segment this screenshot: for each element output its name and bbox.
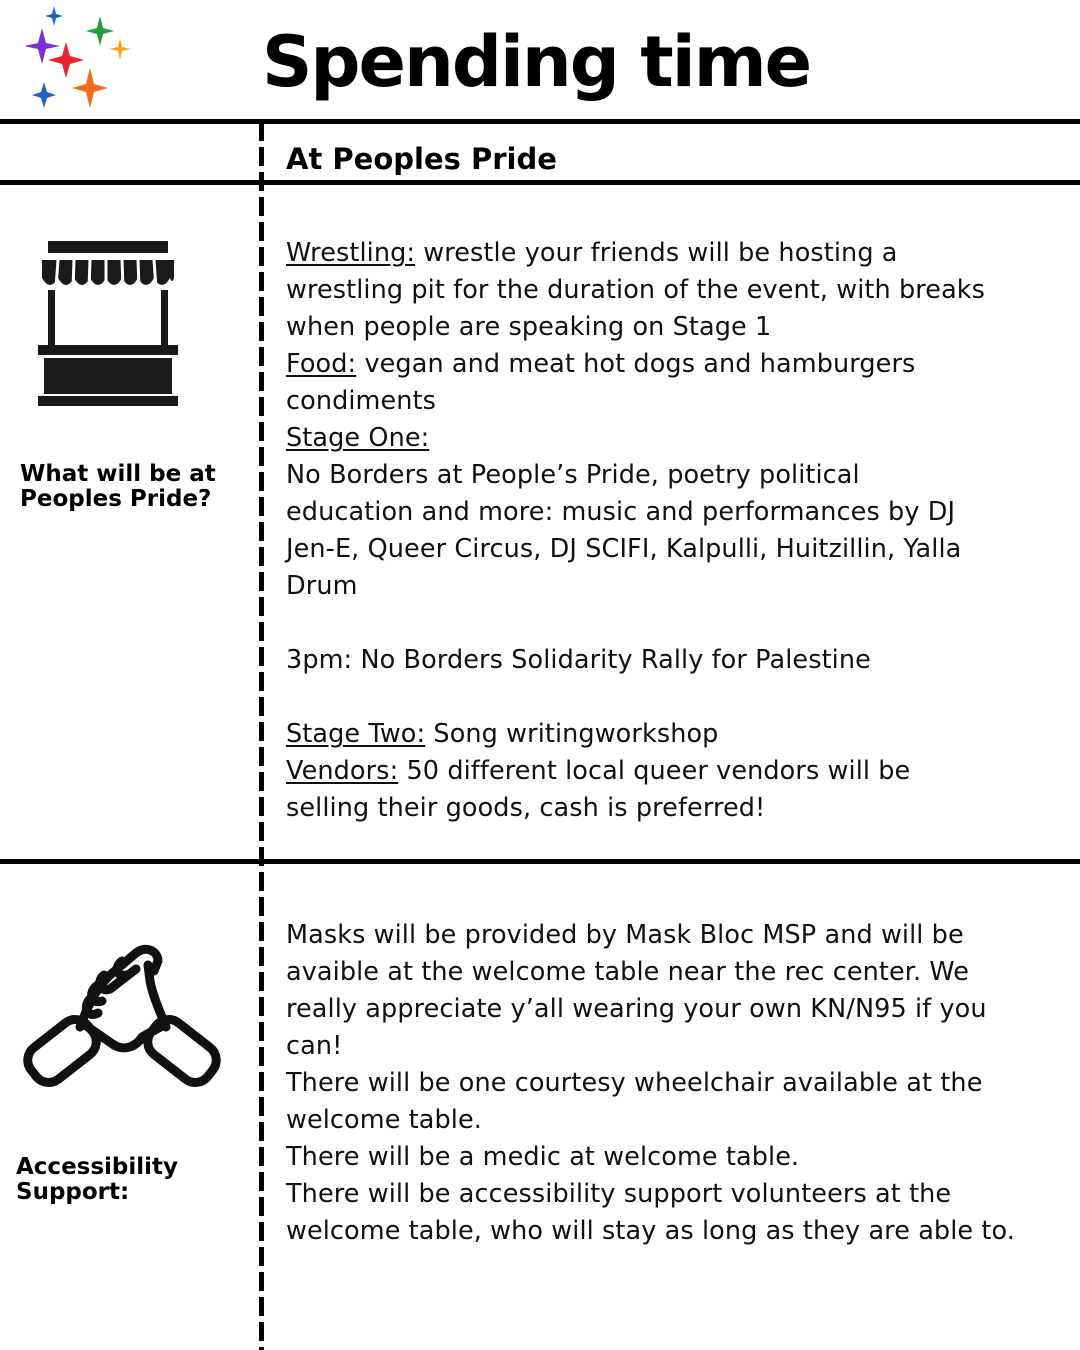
body-line (286, 531, 1056, 568)
body-text-span: Song writingworkshop (425, 719, 719, 749)
topic-label: Vendors: (286, 756, 399, 786)
body-text-span: really appreciate y’all wearing your own KN/N95 if you (286, 994, 987, 1024)
body-line (286, 1139, 1056, 1176)
header-top-rule (0, 119, 1080, 124)
body-text-span: There will be one courtesy wheelchair available at the (286, 1068, 983, 1098)
page-title: Spending time (262, 21, 811, 103)
body-line (286, 1213, 1056, 1250)
body-line (286, 494, 1056, 531)
body-text-span: There will be accessibility support volunteers at the (286, 1179, 952, 1209)
section-divider-rule (0, 859, 1080, 864)
column-divider-dashed (259, 122, 264, 1350)
body-line (286, 642, 1056, 679)
body-line (286, 309, 1056, 346)
sparkle-blue-top (45, 6, 63, 26)
body-text-span: welcome table, who will stay as long as they are able to. (286, 1216, 1015, 1246)
sparkle-blue-bottom (32, 82, 56, 108)
body-text-span: when people are speaking on Stage 1 (286, 312, 772, 342)
body-line (286, 235, 1056, 272)
body-text-span: No Borders at People’s Pride, poetry political (286, 460, 860, 490)
body-text-span: wrestling pit for the duration of the event, with breaks (286, 275, 986, 305)
body-text-span: education and more: music and performances by DJ (286, 497, 956, 527)
body-text-span: There will be a medic at welcome table. (286, 1142, 800, 1172)
sparkle-green (86, 16, 114, 46)
body-text-span: Masks will be provided by Mask Bloc MSP and will be (286, 920, 964, 950)
body-line (286, 753, 1056, 790)
body-line (286, 679, 1056, 716)
body-text-span: Jen-E, Queer Circus, DJ SCIFI, Kalpulli, Huitzillin, Yalla (286, 534, 962, 564)
body-text-span: wrestle your friends will be hosting a (415, 238, 898, 268)
body-line (286, 568, 1056, 605)
body-line (286, 420, 1056, 457)
body-text-span: avaible at the welcome table near the rec center. We (286, 957, 970, 987)
body-line (286, 790, 1056, 827)
body-text-span: selling their goods, cash is preferred! (286, 793, 766, 823)
topic-label: Stage One: (286, 423, 430, 453)
body-line (286, 383, 1056, 420)
topic-label: Stage Two: (286, 719, 426, 749)
body-line (286, 917, 1056, 954)
body-text-span: welcome table. (286, 1105, 482, 1135)
body-line (286, 1028, 1056, 1065)
section-body-what (286, 235, 1056, 827)
section-label-accessibility: Accessibility Support: (16, 1154, 179, 1205)
body-line (286, 716, 1056, 753)
sparkles-icon (14, 4, 140, 112)
body-line (286, 457, 1056, 494)
body-text-span: 50 different local queer vendors will be (398, 756, 911, 786)
sparkle-orange (72, 68, 108, 108)
body-line (286, 1102, 1056, 1139)
topic-label: Food: (286, 349, 357, 379)
column-header: At Peoples Pride (286, 142, 557, 176)
body-line (286, 954, 1056, 991)
body-text-span: Drum (286, 571, 358, 601)
sparkle-yellow (109, 38, 131, 60)
body-line (286, 1065, 1056, 1102)
body-line (286, 605, 1056, 642)
market-stall-icon (38, 238, 178, 408)
body-text-span: 3pm: No Borders Solidarity Rally for Palestine (286, 645, 871, 675)
body-text-span: can! (286, 1031, 343, 1061)
handshake-icon (18, 935, 228, 1105)
body-line (286, 991, 1056, 1028)
header-bottom-rule (0, 180, 1080, 185)
section-body-accessibility (286, 917, 1056, 1250)
body-line (286, 1176, 1056, 1213)
topic-label: Wrestling: (286, 238, 416, 268)
body-text-span: vegan and meat hot dogs and hamburgers (356, 349, 916, 379)
body-text-span: condiments (286, 386, 437, 416)
section-label-what: What will be at Peoples Pride? (20, 461, 216, 512)
body-line (286, 272, 1056, 309)
body-line (286, 346, 1056, 383)
